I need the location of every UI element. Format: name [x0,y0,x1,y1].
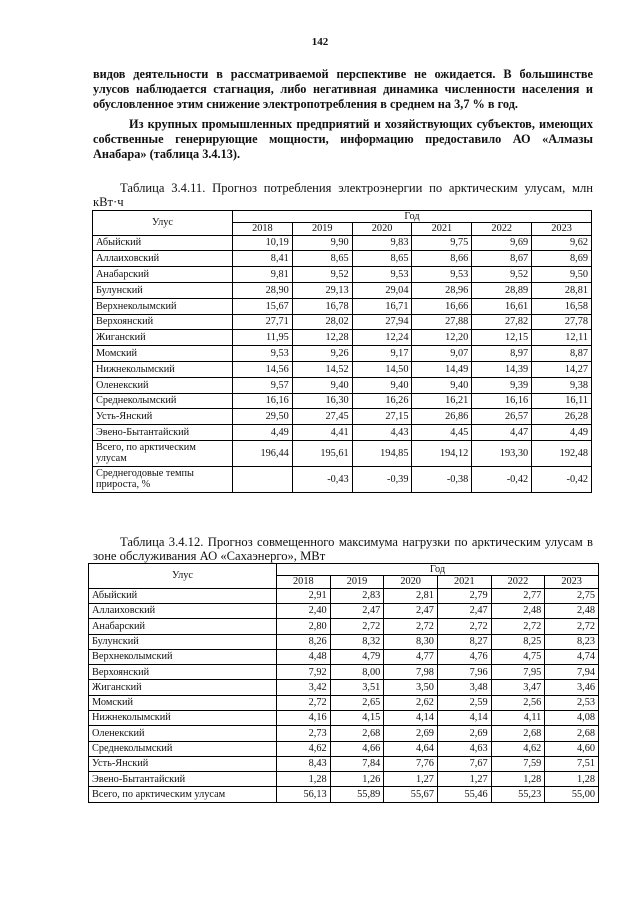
ulus-name-cell: Жиганский [93,330,233,346]
table-row [89,772,599,787]
table-row [93,393,592,409]
value-cell: 2,40 [277,603,331,618]
column-header-year: 2018 [277,576,331,588]
value-cell: 16,16 [233,393,293,409]
ulus-name-cell: Анабарский [89,619,277,634]
value-cell: 2,47 [330,603,384,618]
table-row [93,251,592,267]
column-header-year-group: Год [233,211,592,223]
value-cell: 4,66 [330,741,384,756]
value-cell: 2,68 [491,726,545,741]
value-cell: 8,23 [545,634,599,649]
ulus-name-cell: Момский [93,346,233,362]
table-row [89,619,599,634]
table-row [93,298,592,314]
value-cell: 192,48 [532,440,592,466]
value-cell: 8,26 [277,634,331,649]
column-header-year: 2023 [532,223,592,235]
ulus-name-cell: Момский [89,695,277,710]
value-cell: 195,61 [292,440,352,466]
ulus-name-cell: Среднеколымский [89,741,277,756]
table-caption: Таблица 3.4.11. Прогноз потребления электроэнергии по арктическим улусам, млн кВт·ч [93,181,593,209]
value-cell: 4,11 [491,711,545,726]
value-cell: 12,24 [352,330,412,346]
ulus-name-cell: Булунский [89,634,277,649]
value-cell: 2,69 [437,726,491,741]
value-cell: 9,57 [233,377,293,393]
table-row [93,409,592,425]
column-header-year: 2019 [292,223,352,235]
value-cell: 4,45 [412,425,472,441]
value-cell: 9,39 [472,377,532,393]
value-cell: 7,84 [330,756,384,771]
value-cell: 194,85 [352,440,412,466]
value-cell: 55,23 [491,787,545,802]
value-cell: 2,72 [491,619,545,634]
value-cell: 9,69 [472,235,532,251]
value-cell: 2,68 [545,726,599,741]
ulus-name-cell: Верхоянский [89,665,277,680]
value-cell: 3,42 [277,680,331,695]
value-cell: 16,71 [352,298,412,314]
column-header-year: 2021 [437,576,491,588]
column-header-year-group: Год [277,564,599,576]
value-cell: 8,41 [233,251,293,267]
value-cell: 8,97 [472,346,532,362]
table-row [93,314,592,330]
value-cell: 8,32 [330,634,384,649]
value-cell: 28,81 [532,283,592,299]
ulus-name-cell: Абыйский [89,588,277,603]
value-cell: -0,39 [352,466,412,492]
value-cell: 4,16 [277,711,331,726]
value-cell: 8,00 [330,665,384,680]
value-cell: 29,04 [352,283,412,299]
value-cell: 29,13 [292,283,352,299]
value-cell: 16,30 [292,393,352,409]
value-cell: 8,25 [491,634,545,649]
value-cell: 9,53 [412,267,472,283]
column-header-year: 2019 [330,576,384,588]
value-cell: 28,02 [292,314,352,330]
ulus-name-cell: Среднеколымский [93,393,233,409]
value-cell: 9,17 [352,346,412,362]
value-cell: 26,28 [532,409,592,425]
value-cell: 4,64 [384,741,438,756]
ulus-name-cell: Верхнеколымский [89,649,277,664]
value-cell: 26,57 [472,409,532,425]
value-cell: 27,78 [532,314,592,330]
table-row [89,711,599,726]
value-cell: 9,40 [352,377,412,393]
value-cell: 27,45 [292,409,352,425]
value-cell: 1,28 [491,772,545,787]
value-cell: 9,90 [292,235,352,251]
value-cell: -0,38 [412,466,472,492]
ulus-name-cell: Верхнеколымский [93,298,233,314]
value-cell: 26,86 [412,409,472,425]
paragraph-text: Из крупных промышленных предприятий и хозяйствующих субъектов, имеющих собственные генерирующие мощности, информацию предоставило АО «Алмазы Анабара» (таблица 3.4.13). [93,117,593,161]
ulus-name-cell: Верхоянский [93,314,233,330]
ulus-name-cell: Эвено-Бытантайский [89,772,277,787]
value-cell: -0,43 [292,466,352,492]
value-cell: 7,96 [437,665,491,680]
ulus-name-cell: Нижнеколымский [93,362,233,378]
value-cell: 8,87 [532,346,592,362]
value-cell: 4,08 [545,711,599,726]
value-cell: 4,43 [352,425,412,441]
value-cell: 7,51 [545,756,599,771]
value-cell: 2,53 [545,695,599,710]
value-cell [233,466,293,492]
value-cell: 4,79 [330,649,384,664]
ulus-name-cell: Жиганский [89,680,277,695]
value-cell: 14,56 [233,362,293,378]
value-cell: 1,28 [545,772,599,787]
value-cell: 15,67 [233,298,293,314]
value-cell: 1,26 [330,772,384,787]
value-cell: 16,26 [352,393,412,409]
value-cell: 2,72 [437,619,491,634]
value-cell: 10,19 [233,235,293,251]
value-cell: 55,89 [330,787,384,802]
value-cell: 2,72 [330,619,384,634]
value-cell: 9,53 [352,267,412,283]
value-cell: 8,27 [437,634,491,649]
column-header-year: 2018 [233,223,293,235]
value-cell: 2,48 [545,603,599,618]
value-cell: 16,78 [292,298,352,314]
value-cell: 7,59 [491,756,545,771]
value-cell: 14,50 [352,362,412,378]
value-cell: 9,07 [412,346,472,362]
ulus-name-cell: Среднегодовые темпы прироста, % [93,466,233,492]
value-cell: 1,27 [384,772,438,787]
value-cell: 12,20 [412,330,472,346]
column-header-ulus: Улус [89,564,277,589]
ulus-name-cell: Усть-Янский [93,409,233,425]
value-cell: 4,48 [277,649,331,664]
value-cell: -0,42 [472,466,532,492]
value-cell: 2,81 [384,588,438,603]
value-cell: 4,47 [472,425,532,441]
value-cell: 4,63 [437,741,491,756]
ulus-name-cell: Аллаиховский [93,251,233,267]
table-row [89,741,599,756]
value-cell: 4,15 [330,711,384,726]
table-row [89,680,599,695]
value-cell: 4,62 [491,741,545,756]
table-caption: Таблица 3.4.12. Прогноз совмещенного максимума нагрузки по арктическим улусам в зоне обслуживания АО «Сахаэнерго», МВт [93,535,593,563]
value-cell: 4,77 [384,649,438,664]
value-cell: 194,12 [412,440,472,466]
table-row [93,377,592,393]
value-cell: 9,53 [233,346,293,362]
value-cell: 9,40 [412,377,472,393]
value-cell: 28,89 [472,283,532,299]
table-row [93,330,592,346]
table-row [89,603,599,618]
value-cell: 8,65 [292,251,352,267]
column-header-year: 2021 [412,223,472,235]
value-cell: 16,61 [472,298,532,314]
value-cell: 55,67 [384,787,438,802]
value-cell: 2,48 [491,603,545,618]
value-cell: 1,28 [277,772,331,787]
table-row [89,695,599,710]
value-cell: 9,40 [292,377,352,393]
value-cell: 2,59 [437,695,491,710]
value-cell: 2,72 [384,619,438,634]
value-cell: 193,30 [472,440,532,466]
value-cell: 4,76 [437,649,491,664]
table-row [89,787,599,802]
ulus-name-cell: Всего, по арктическим улусам [93,440,233,466]
value-cell: 8,67 [472,251,532,267]
value-cell: 16,21 [412,393,472,409]
value-cell: 27,15 [352,409,412,425]
value-cell: 7,92 [277,665,331,680]
column-header-year: 2022 [491,576,545,588]
column-header-year: 2022 [472,223,532,235]
page-number: 142 [311,36,329,48]
ulus-name-cell: Анабарский [93,267,233,283]
value-cell: 14,52 [292,362,352,378]
column-header-year: 2020 [384,576,438,588]
value-cell: 29,50 [233,409,293,425]
value-cell: 11,95 [233,330,293,346]
column-header-year: 2023 [545,576,599,588]
value-cell: 12,11 [532,330,592,346]
value-cell: 2,65 [330,695,384,710]
table-row [89,665,599,680]
value-cell: 12,28 [292,330,352,346]
value-cell: 27,82 [472,314,532,330]
value-cell: 2,72 [545,619,599,634]
paragraph-text: видов деятельности в рассматриваемой перспективе не ожидается. В большинстве улусов наблюдается стагнация, либо негативная динамика численности населения и обусловленное этим снижение электропотребления в среднем на 3,7 % в год. [93,67,593,111]
value-cell: 9,52 [472,267,532,283]
consumption-forecast-table [92,210,592,493]
value-cell: 4,41 [292,425,352,441]
table-row [89,634,599,649]
ulus-name-cell: Оленекский [89,726,277,741]
ulus-name-cell: Эвено-Бытантайский [93,425,233,441]
value-cell: 16,58 [532,298,592,314]
column-header-ulus: Улус [93,211,233,236]
value-cell: 28,90 [233,283,293,299]
value-cell: 3,50 [384,680,438,695]
value-cell: 2,62 [384,695,438,710]
value-cell: 4,49 [233,425,293,441]
value-cell: 9,26 [292,346,352,362]
value-cell: 2,91 [277,588,331,603]
value-cell: 196,44 [233,440,293,466]
value-cell: 2,56 [491,695,545,710]
ulus-name-cell: Аллаиховский [89,603,277,618]
value-cell: 9,38 [532,377,592,393]
value-cell: 7,67 [437,756,491,771]
value-cell: 3,51 [330,680,384,695]
value-cell: 1,27 [437,772,491,787]
table-row [93,362,592,378]
value-cell: 3,48 [437,680,491,695]
ulus-name-cell: Усть-Янский [89,756,277,771]
value-cell: 16,66 [412,298,472,314]
value-cell: 2,73 [277,726,331,741]
table-row [93,425,592,441]
value-cell: 16,11 [532,393,592,409]
value-cell: 9,83 [352,235,412,251]
ulus-name-cell: Абыйский [93,235,233,251]
table-row [93,346,592,362]
value-cell: 9,81 [233,267,293,283]
table-row [93,466,592,492]
value-cell: 2,47 [437,603,491,618]
table-row [93,283,592,299]
value-cell: 28,96 [412,283,472,299]
value-cell: 4,14 [437,711,491,726]
value-cell: 27,71 [233,314,293,330]
value-cell: 9,62 [532,235,592,251]
column-header-year: 2020 [352,223,412,235]
value-cell: 2,72 [277,695,331,710]
table-row [89,726,599,741]
value-cell: 8,66 [412,251,472,267]
value-cell: 7,94 [545,665,599,680]
value-cell: 3,47 [491,680,545,695]
value-cell: 3,46 [545,680,599,695]
value-cell: 56,13 [277,787,331,802]
value-cell: 8,65 [352,251,412,267]
value-cell: 4,75 [491,649,545,664]
ulus-name-cell: Всего, по арктическим улусам [89,787,277,802]
table-row [89,588,599,603]
value-cell: -0,42 [532,466,592,492]
table-row [89,649,599,664]
value-cell: 8,69 [532,251,592,267]
value-cell: 7,98 [384,665,438,680]
value-cell: 14,39 [472,362,532,378]
value-cell: 4,60 [545,741,599,756]
value-cell: 14,49 [412,362,472,378]
value-cell: 4,74 [545,649,599,664]
value-cell: 27,94 [352,314,412,330]
value-cell: 14,27 [532,362,592,378]
value-cell: 55,00 [545,787,599,802]
value-cell: 16,16 [472,393,532,409]
value-cell: 12,15 [472,330,532,346]
value-cell: 2,77 [491,588,545,603]
value-cell: 4,14 [384,711,438,726]
ulus-name-cell: Нижнеколымский [89,711,277,726]
value-cell: 2,69 [384,726,438,741]
ulus-name-cell: Булунский [93,283,233,299]
value-cell: 4,62 [277,741,331,756]
table-row [93,440,592,466]
value-cell: 2,80 [277,619,331,634]
ulus-name-cell: Оленекский [93,377,233,393]
value-cell: 7,76 [384,756,438,771]
value-cell: 2,68 [330,726,384,741]
table-row [93,235,592,251]
value-cell: 9,75 [412,235,472,251]
value-cell: 4,49 [532,425,592,441]
value-cell: 55,46 [437,787,491,802]
peak-load-forecast-table [88,563,599,803]
value-cell: 9,50 [532,267,592,283]
value-cell: 2,47 [384,603,438,618]
value-cell: 8,30 [384,634,438,649]
table-row [93,267,592,283]
value-cell: 27,88 [412,314,472,330]
value-cell: 9,52 [292,267,352,283]
value-cell: 2,75 [545,588,599,603]
value-cell: 2,83 [330,588,384,603]
table-row [89,756,599,771]
value-cell: 8,43 [277,756,331,771]
value-cell: 7,95 [491,665,545,680]
value-cell: 2,79 [437,588,491,603]
